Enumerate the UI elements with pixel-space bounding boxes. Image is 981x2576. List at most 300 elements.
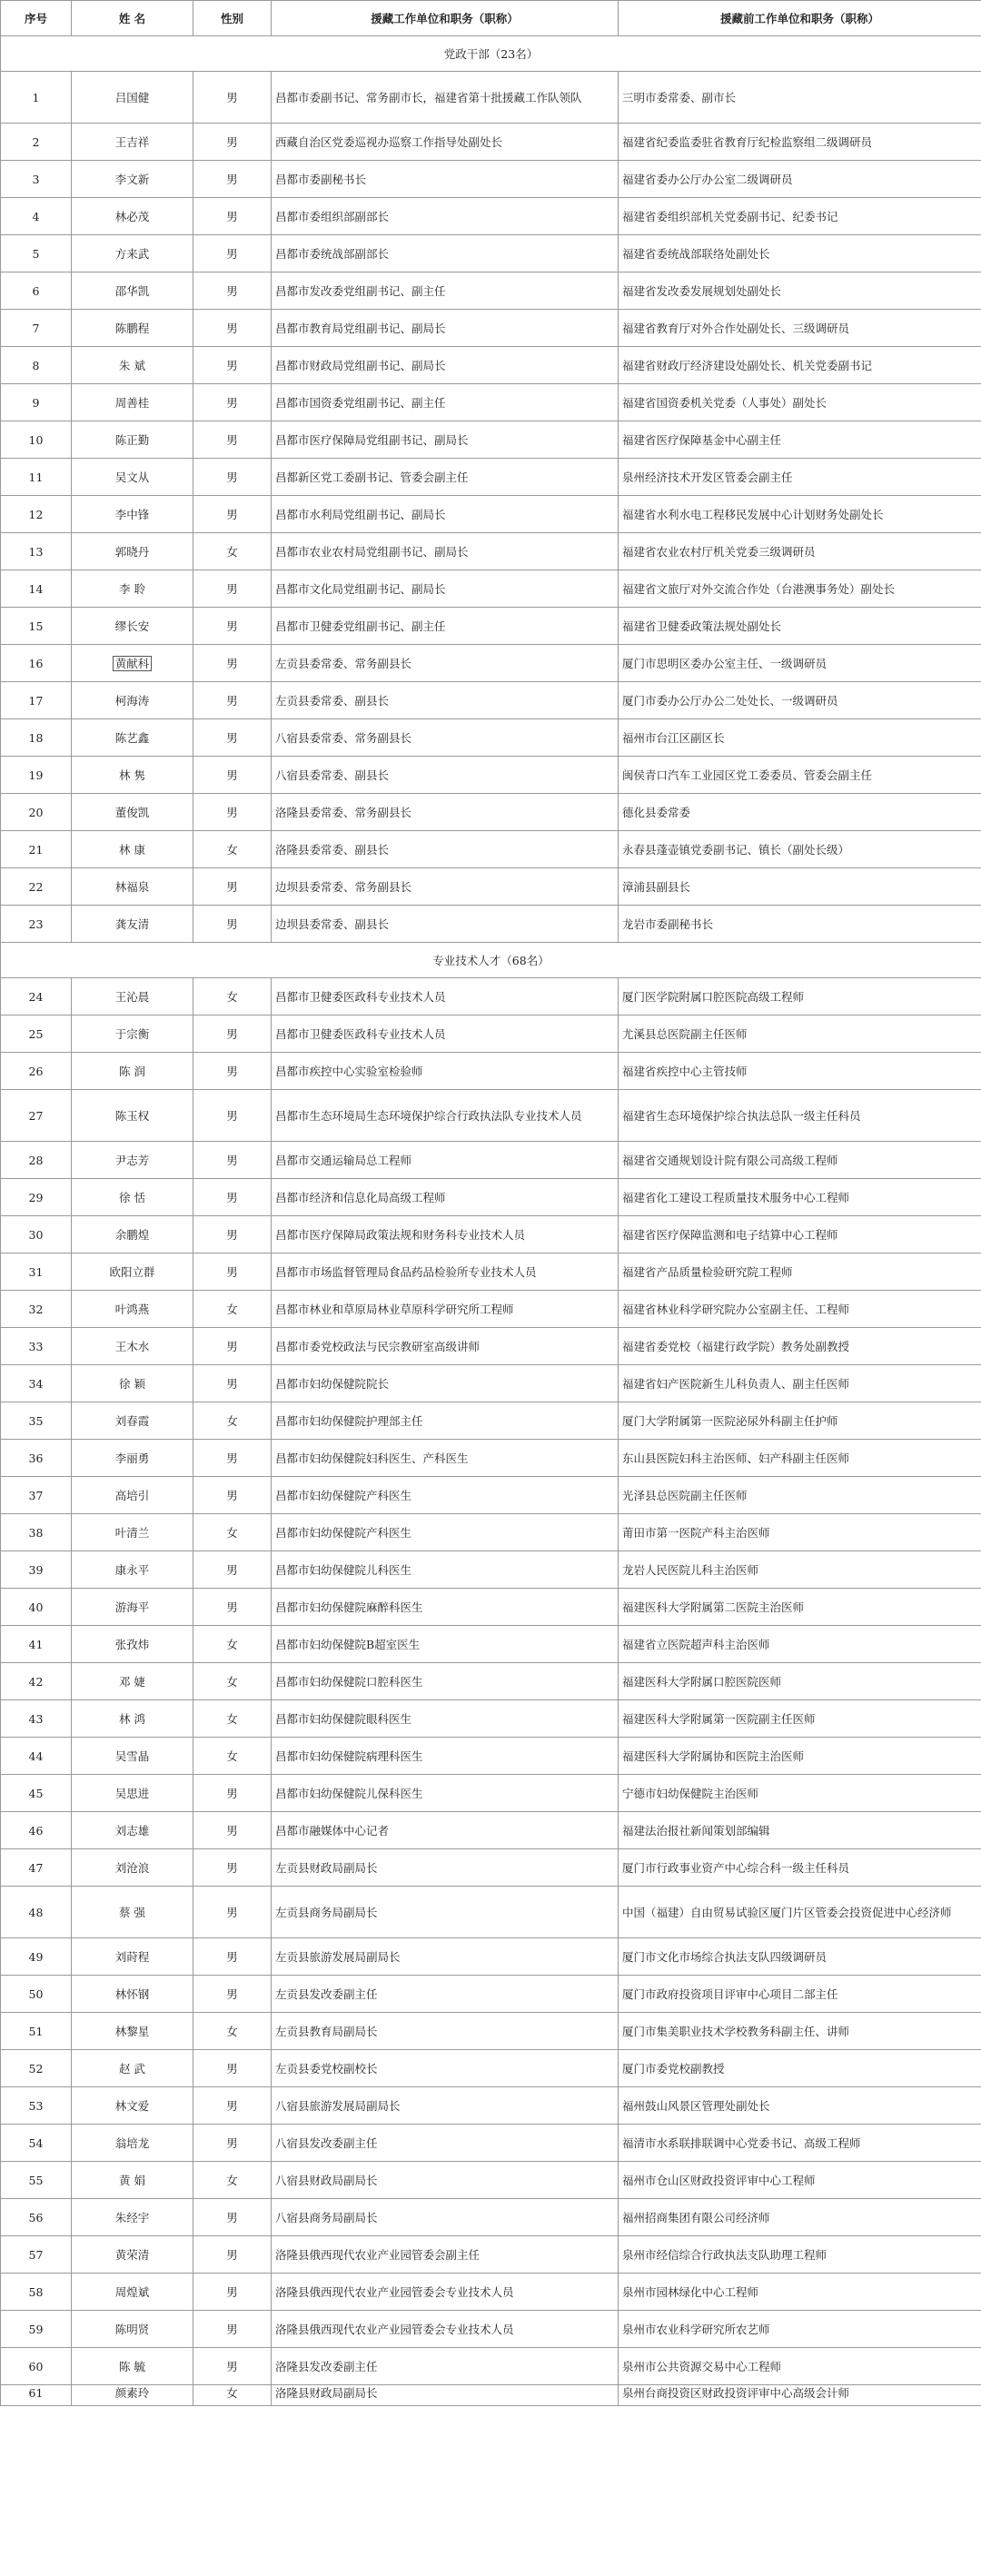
- cell-prev-post: 福建医科大学附属口腔医院医师: [619, 1663, 981, 1700]
- table-row: [1, 421, 981, 459]
- cell-aid-post: 昌都市妇幼保健院妇科医生、产科医生: [272, 1440, 619, 1477]
- cell-gender: 女: [193, 1663, 272, 1700]
- cell-prev-post: 福建省发改委发展规划处副处长: [619, 272, 981, 310]
- cell-gender: 女: [193, 1291, 272, 1328]
- cell-seq: 5: [1, 235, 72, 272]
- cell-prev-post: 厦门市政府投资项目评审中心项目二部主任: [619, 1976, 981, 2013]
- cell-gender: 女: [193, 1514, 272, 1551]
- cell-seq: 50: [1, 1976, 72, 2013]
- cell-aid-post: 八宿县财政局副局长: [272, 2162, 619, 2199]
- cell-name: 林 隽: [72, 757, 193, 794]
- cell-aid-post: 八宿县旅游发展局副局长: [272, 2087, 619, 2125]
- cell-gender: 男: [193, 1179, 272, 1216]
- cell-prev-post: 泉州市公共资源交易中心工程师: [619, 2348, 981, 2385]
- cell-name: 林文爱: [72, 2087, 193, 2125]
- cell-gender: 男: [193, 608, 272, 645]
- cell-gender: 男: [193, 1551, 272, 1589]
- cell-aid-post: 洛隆县发改委副主任: [272, 2348, 619, 2385]
- table-row: [1, 645, 981, 682]
- cell-prev-post: 福建医科大学附属第一医院副主任医师: [619, 1700, 981, 1738]
- cell-name: 李丽勇: [72, 1440, 193, 1477]
- table-row: [1, 1016, 981, 1053]
- cell-name: 高培引: [72, 1477, 193, 1514]
- cell-aid-post: 昌都市妇幼保健院麻醉科医生: [272, 1589, 619, 1626]
- table-row: [1, 868, 981, 906]
- cell-gender: 女: [193, 1402, 272, 1440]
- cell-gender: 男: [193, 235, 272, 272]
- table-row: [1, 794, 981, 831]
- cell-gender: 男: [193, 1812, 272, 1849]
- cell-aid-post: 昌都市生态环境局生态环境保护综合行政执法队专业技术人员: [272, 1090, 619, 1142]
- cell-gender: 男: [193, 310, 272, 347]
- cell-prev-post: 福建医科大学附属协和医院主治医师: [619, 1738, 981, 1775]
- cell-gender: 男: [193, 1328, 272, 1365]
- cell-aid-post: 昌都市卫健委医政科专业技术人员: [272, 978, 619, 1016]
- cell-aid-post: 洛隆县财政局副局长: [272, 2385, 619, 2406]
- cell-prev-post: 福建省委统战部联络处副处长: [619, 235, 981, 272]
- table-row: [1, 1142, 981, 1179]
- cell-prev-post: 福建省医疗保障监测和电子结算中心工程师: [619, 1216, 981, 1253]
- table-row: [1, 1291, 981, 1328]
- cell-aid-post: 昌都市妇幼保健院眼科医生: [272, 1700, 619, 1738]
- table-row: [1, 1514, 981, 1551]
- cell-aid-post: 昌都市国资委党组副书记、副主任: [272, 384, 619, 421]
- table-row: [1, 2274, 981, 2311]
- cell-aid-post: 昌都市妇幼保健院儿科医生: [272, 1551, 619, 1589]
- cell-gender: 男: [193, 198, 272, 235]
- table-row: [1, 2087, 981, 2125]
- cell-aid-post: 边坝县委常委、常务副县长: [272, 868, 619, 906]
- cell-gender: 男: [193, 2125, 272, 2162]
- cell-seq: 37: [1, 1477, 72, 1514]
- cell-prev-post: 厦门医学院附属口腔医院高级工程师: [619, 978, 981, 1016]
- cell-name: 翁培龙: [72, 2125, 193, 2162]
- cell-gender: 女: [193, 1700, 272, 1738]
- cell-aid-post: 八宿县委常委、副县长: [272, 757, 619, 794]
- table-row: [1, 161, 981, 198]
- cell-seq: 57: [1, 2236, 72, 2274]
- cell-gender: 女: [193, 2162, 272, 2199]
- table-row: [1, 1090, 981, 1142]
- table-row: [1, 608, 981, 645]
- cell-name: 林必茂: [72, 198, 193, 235]
- cell-seq: 23: [1, 906, 72, 943]
- cell-seq: 26: [1, 1053, 72, 1090]
- table-row: [1, 1626, 981, 1663]
- cell-seq: 34: [1, 1365, 72, 1402]
- cell-aid-post: 昌都市妇幼保健院病理科医生: [272, 1738, 619, 1775]
- cell-name: 颜素玲: [72, 2385, 193, 2406]
- cell-seq: 25: [1, 1016, 72, 1053]
- cell-seq: 47: [1, 1849, 72, 1887]
- cell-prev-post: 福建省委党校（福建行政学院）教务处副教授: [619, 1328, 981, 1365]
- cell-seq: 27: [1, 1090, 72, 1142]
- cell-seq: 14: [1, 570, 72, 608]
- cell-prev-post: 福建省生态环境保护综合执法总队一级主任科员: [619, 1090, 981, 1142]
- col-prev-post-header: 援藏前工作单位和职务（职称）: [619, 1, 981, 36]
- table-row: [1, 2311, 981, 2348]
- cell-aid-post: 昌都市委副秘书长: [272, 161, 619, 198]
- cell-aid-post: 左贡县委党校副校长: [272, 2050, 619, 2087]
- cell-aid-post: 昌都市文化局党组副书记、副局长: [272, 570, 619, 608]
- table-body: [1, 36, 981, 2406]
- cell-seq: 29: [1, 1179, 72, 1216]
- cell-seq: 8: [1, 347, 72, 384]
- cell-name: 陈明贤: [72, 2311, 193, 2348]
- cell-aid-post: 昌都市委副书记、常务副市长，福建省第十批援藏工作队领队: [272, 72, 619, 124]
- cell-aid-post: 昌都市卫健委党组副书记、副主任: [272, 608, 619, 645]
- cell-seq: 10: [1, 421, 72, 459]
- cell-name: 于宗衡: [72, 1016, 193, 1053]
- cell-name: 叶鸿燕: [72, 1291, 193, 1328]
- table-row: [1, 124, 981, 161]
- table-row: [1, 1589, 981, 1626]
- cell-seq: 45: [1, 1775, 72, 1812]
- header-row: [1, 1, 981, 36]
- cell-seq: 20: [1, 794, 72, 831]
- cell-seq: 33: [1, 1328, 72, 1365]
- cell-aid-post: 昌都市妇幼保健院儿保科医生: [272, 1775, 619, 1812]
- cell-gender: 男: [193, 384, 272, 421]
- cell-aid-post: 左贡县旅游发展局副局长: [272, 1938, 619, 1976]
- cell-name: 陈 润: [72, 1053, 193, 1090]
- cell-name: 陈 毓: [72, 2348, 193, 2385]
- cell-prev-post: 宁德市妇幼保健院主治医师: [619, 1775, 981, 1812]
- table-row: [1, 2125, 981, 2162]
- cell-name: 李中锋: [72, 496, 193, 533]
- cell-gender: 男: [193, 2348, 272, 2385]
- table-row: [1, 719, 981, 757]
- cell-gender: 男: [193, 1775, 272, 1812]
- cell-seq: 21: [1, 831, 72, 868]
- table-row: [1, 384, 981, 421]
- cell-aid-post: 昌都新区党工委副书记、管委会副主任: [272, 459, 619, 496]
- cell-seq: 44: [1, 1738, 72, 1775]
- cell-gender: 男: [193, 124, 272, 161]
- cell-gender: 男: [193, 1589, 272, 1626]
- cell-aid-post: 昌都市妇幼保健院产科医生: [272, 1514, 619, 1551]
- cell-seq: 61: [1, 2385, 72, 2406]
- cell-gender: 男: [193, 421, 272, 459]
- cell-name: 游海平: [72, 1589, 193, 1626]
- cell-name: 朱经宇: [72, 2199, 193, 2236]
- cell-seq: 28: [1, 1142, 72, 1179]
- cell-aid-post: 左贡县发改委副主任: [272, 1976, 619, 2013]
- table-row: [1, 272, 981, 310]
- cell-prev-post: 厦门市思明区委办公室主任、一级调研员: [619, 645, 981, 682]
- cell-aid-post: 左贡县教育局副局长: [272, 2013, 619, 2050]
- cell-seq: 1: [1, 72, 72, 124]
- cell-name: 柯海涛: [72, 682, 193, 719]
- cell-gender: 男: [193, 1849, 272, 1887]
- cell-prev-post: 厦门市文化市场综合执法支队四级调研员: [619, 1938, 981, 1976]
- cell-name: 吴文从: [72, 459, 193, 496]
- table-row: [1, 235, 981, 272]
- cell-seq: 38: [1, 1514, 72, 1551]
- cell-aid-post: 昌都市教育局党组副书记、副局长: [272, 310, 619, 347]
- cell-gender: 女: [193, 978, 272, 1016]
- cell-gender: 男: [193, 1887, 272, 1938]
- cell-seq: 41: [1, 1626, 72, 1663]
- cell-prev-post: 福建省文旅厅对外交流合作处（台港澳事务处）副处长: [619, 570, 981, 608]
- cell-gender: 男: [193, 1440, 272, 1477]
- cell-aid-post: 昌都市市场监督管理局食品药品检验所专业技术人员: [272, 1253, 619, 1291]
- cell-aid-post: 昌都市交通运输局总工程师: [272, 1142, 619, 1179]
- cell-seq: 49: [1, 1938, 72, 1976]
- section-title: 专业技术人才（68名）: [1, 943, 981, 978]
- table-row: [1, 1849, 981, 1887]
- cell-aid-post: 洛隆县委常委、常务副县长: [272, 794, 619, 831]
- cell-name: 陈艺鑫: [72, 719, 193, 757]
- col-seq-header: 序号: [1, 1, 72, 36]
- cell-aid-post: 昌都市委党校政法与民宗教研室高级讲师: [272, 1328, 619, 1365]
- cell-gender: 男: [193, 1477, 272, 1514]
- cell-aid-post: 洛隆县俄西现代农业产业园管委会副主任: [272, 2236, 619, 2274]
- cell-aid-post: 西藏自治区党委巡视办巡察工作指导处副处长: [272, 124, 619, 161]
- cell-name: 欧阳立群: [72, 1253, 193, 1291]
- cell-aid-post: 左贡县商务局副局长: [272, 1887, 619, 1938]
- cell-aid-post: 昌都市妇幼保健院口腔科医生: [272, 1663, 619, 1700]
- cell-name: 叶清兰: [72, 1514, 193, 1551]
- cell-seq: 59: [1, 2311, 72, 2348]
- table-row: [1, 459, 981, 496]
- table-row: [1, 310, 981, 347]
- cell-prev-post: 福建省卫健委政策法规处副处长: [619, 608, 981, 645]
- cell-gender: 男: [193, 906, 272, 943]
- cell-prev-post: 福建省医疗保障基金中心副主任: [619, 421, 981, 459]
- cell-aid-post: 昌都市委统战部副部长: [272, 235, 619, 272]
- cell-aid-post: 昌都市委组织部副部长: [272, 198, 619, 235]
- cell-prev-post: 福州市台江区副区长: [619, 719, 981, 757]
- cell-name: 吴思进: [72, 1775, 193, 1812]
- cell-name: 徐 颖: [72, 1365, 193, 1402]
- cell-prev-post: 三明市委常委、副市长: [619, 72, 981, 124]
- cell-prev-post: 福建法治报社新闻策划部编辑: [619, 1812, 981, 1849]
- cell-prev-post: 漳浦县副县长: [619, 868, 981, 906]
- cell-prev-post: 福建省交通规划设计院有限公司高级工程师: [619, 1142, 981, 1179]
- table-row: [1, 72, 981, 124]
- cell-name: 陈玉权: [72, 1090, 193, 1142]
- cell-gender: 男: [193, 1938, 272, 1976]
- cell-seq: 13: [1, 533, 72, 570]
- cell-gender: 男: [193, 1016, 272, 1053]
- table-row: [1, 757, 981, 794]
- cell-aid-post: 边坝县委常委、副县长: [272, 906, 619, 943]
- cell-gender: 男: [193, 2087, 272, 2125]
- table-row: [1, 1365, 981, 1402]
- section-header-row: [1, 943, 981, 978]
- table-row: [1, 2050, 981, 2087]
- cell-prev-post: 福建省水利水电工程移民发展中心计划财务处副处长: [619, 496, 981, 533]
- cell-name: 蔡 强: [72, 1887, 193, 1938]
- cell-prev-post: 厦门大学附属第一医院泌尿外科副主任护师: [619, 1402, 981, 1440]
- table-row: [1, 2348, 981, 2385]
- table-row: [1, 1477, 981, 1514]
- cell-prev-post: 福建省财政厅经济建设处副处长、机关党委副书记: [619, 347, 981, 384]
- cell-aid-post: 八宿县商务局副局长: [272, 2199, 619, 2236]
- cell-name: 王木水: [72, 1328, 193, 1365]
- cell-prev-post: 福建省林业科学研究院办公室副主任、工程师: [619, 1291, 981, 1328]
- table-row: [1, 831, 981, 868]
- cell-gender: 男: [193, 794, 272, 831]
- cell-gender: 男: [193, 868, 272, 906]
- table-row: [1, 1328, 981, 1365]
- cell-seq: 31: [1, 1253, 72, 1291]
- cell-aid-post: 昌都市农业农村局党组副书记、副局长: [272, 533, 619, 570]
- cell-aid-post: 左贡县财政局副局长: [272, 1849, 619, 1887]
- col-aid-post-header: 援藏工作单位和职务（职称）: [272, 1, 619, 36]
- cell-prev-post: 德化县委常委: [619, 794, 981, 831]
- cell-gender: 男: [193, 2050, 272, 2087]
- table-row: [1, 1812, 981, 1849]
- cell-name: 王吉祥: [72, 124, 193, 161]
- cell-aid-post: 昌都市发改委党组副书记、副主任: [272, 272, 619, 310]
- cell-prev-post: 龙岩人民医院儿科主治医师: [619, 1551, 981, 1589]
- cell-prev-post: 福建医科大学附属第二医院主治医师: [619, 1589, 981, 1626]
- cell-seq: 7: [1, 310, 72, 347]
- cell-seq: 40: [1, 1589, 72, 1626]
- cell-name: 黄 娟: [72, 2162, 193, 2199]
- cell-seq: 3: [1, 161, 72, 198]
- cell-aid-post: 洛隆县俄西现代农业产业园管委会专业技术人员: [272, 2311, 619, 2348]
- cell-seq: 36: [1, 1440, 72, 1477]
- cell-seq: 11: [1, 459, 72, 496]
- table-row: [1, 1216, 981, 1253]
- cell-gender: 男: [193, 2199, 272, 2236]
- table-row: [1, 1440, 981, 1477]
- cell-name: 刘莳程: [72, 1938, 193, 1976]
- cell-gender: 男: [193, 719, 272, 757]
- cell-gender: 男: [193, 2274, 272, 2311]
- table-row: [1, 1887, 981, 1938]
- cell-gender: 男: [193, 2311, 272, 2348]
- cell-name: [72, 645, 193, 682]
- cell-seq: 48: [1, 1887, 72, 1938]
- cell-gender: 女: [193, 2013, 272, 2050]
- table-row: [1, 1976, 981, 2013]
- cell-aid-post: 昌都市医疗保障局政策法规和财务科专业技术人员: [272, 1216, 619, 1253]
- cell-prev-post: 福建省教育厅对外合作处副处长、三级调研员: [619, 310, 981, 347]
- cell-gender: 男: [193, 1216, 272, 1253]
- cell-aid-post: 昌都市疾控中心实验室检验师: [272, 1053, 619, 1090]
- table-row: [1, 1551, 981, 1589]
- cell-seq: 52: [1, 2050, 72, 2087]
- cell-gender: 男: [193, 1365, 272, 1402]
- cell-prev-post: 泉州市园林绿化中心工程师: [619, 2274, 981, 2311]
- table-row: [1, 2013, 981, 2050]
- table-row: [1, 1053, 981, 1090]
- cell-prev-post: 厦门市委办公厅办公二处处长、一级调研员: [619, 682, 981, 719]
- cell-name: 徐 恬: [72, 1179, 193, 1216]
- table-row: [1, 1402, 981, 1440]
- cell-name: 刘沧浪: [72, 1849, 193, 1887]
- table-row: [1, 198, 981, 235]
- cell-name: 方来武: [72, 235, 193, 272]
- cell-prev-post: 福建省委办公厅办公室二级调研员: [619, 161, 981, 198]
- cell-seq: 42: [1, 1663, 72, 1700]
- cell-aid-post: 昌都市妇幼保健院产科医生: [272, 1477, 619, 1514]
- cell-name: 林怀钢: [72, 1976, 193, 2013]
- cell-gender: 男: [193, 1090, 272, 1142]
- table-row: [1, 347, 981, 384]
- cell-prev-post: 龙岩市委副秘书长: [619, 906, 981, 943]
- cell-name: 赵 武: [72, 2050, 193, 2087]
- cell-name: 周煌斌: [72, 2274, 193, 2311]
- table-row: [1, 2236, 981, 2274]
- cell-name: 李文新: [72, 161, 193, 198]
- cell-gender: 男: [193, 682, 272, 719]
- cell-name: 吴雪晶: [72, 1738, 193, 1775]
- highlighted-name: 黄献科: [113, 656, 153, 671]
- cell-prev-post: 福州招商集团有限公司经济师: [619, 2199, 981, 2236]
- table-row: [1, 1738, 981, 1775]
- cell-aid-post: 昌都市妇幼保健院B超室医生: [272, 1626, 619, 1663]
- cell-gender: 男: [193, 1976, 272, 2013]
- cell-name: 林 康: [72, 831, 193, 868]
- cell-aid-post: 八宿县委常委、常务副县长: [272, 719, 619, 757]
- cell-name: 吕国健: [72, 72, 193, 124]
- cell-name: 陈鹏程: [72, 310, 193, 347]
- table-row: [1, 570, 981, 608]
- cell-name: 缪长安: [72, 608, 193, 645]
- cell-prev-post: 厦门市委党校副教授: [619, 2050, 981, 2087]
- cell-aid-post: 昌都市林业和草原局林业草原科学研究所工程师: [272, 1291, 619, 1328]
- cell-prev-post: 福建省产品质量检验研究院工程师: [619, 1253, 981, 1291]
- cell-seq: 4: [1, 198, 72, 235]
- cell-gender: 男: [193, 1142, 272, 1179]
- cell-gender: 男: [193, 347, 272, 384]
- cell-aid-post: 昌都市融媒体中心记者: [272, 1812, 619, 1849]
- cell-aid-post: 昌都市水利局党组副书记、副局长: [272, 496, 619, 533]
- cell-seq: 55: [1, 2162, 72, 2199]
- cell-prev-post: 厦门市集美职业技术学校教务科副主任、讲师: [619, 2013, 981, 2050]
- cell-prev-post: 泉州经济技术开发区管委会副主任: [619, 459, 981, 496]
- cell-aid-post: 昌都市妇幼保健院院长: [272, 1365, 619, 1402]
- cell-gender: 男: [193, 161, 272, 198]
- cell-name: 朱 斌: [72, 347, 193, 384]
- cell-aid-post: 昌都市经济和信息化局高级工程师: [272, 1179, 619, 1216]
- cell-prev-post: 泉州市经信综合行政执法支队助理工程师: [619, 2236, 981, 2274]
- cell-aid-post: 昌都市医疗保障局党组副书记、副局长: [272, 421, 619, 459]
- cell-gender: 女: [193, 1738, 272, 1775]
- cell-seq: 17: [1, 682, 72, 719]
- cell-aid-post: 昌都市财政局党组副书记、副局长: [272, 347, 619, 384]
- cell-prev-post: 福建省纪委监委驻省教育厅纪检监察组二级调研员: [619, 124, 981, 161]
- cell-seq: 51: [1, 2013, 72, 2050]
- cell-prev-post: 东山县医院妇科主治医师、妇产科副主任医师: [619, 1440, 981, 1477]
- cell-name: 林福泉: [72, 868, 193, 906]
- cell-seq: 16: [1, 645, 72, 682]
- table-row: [1, 1179, 981, 1216]
- cell-prev-post: 泉州台商投资区财政投资评审中心高级会计师: [619, 2385, 981, 2406]
- cell-prev-post: 光泽县总医院副主任医师: [619, 1477, 981, 1514]
- cell-name: 刘志雄: [72, 1812, 193, 1849]
- cell-seq: 39: [1, 1551, 72, 1589]
- cell-seq: 46: [1, 1812, 72, 1849]
- cell-name: 林黎星: [72, 2013, 193, 2050]
- cell-name: 刘春霞: [72, 1402, 193, 1440]
- cell-name: 黄荣清: [72, 2236, 193, 2274]
- cell-prev-post: 福建省妇产医院新生儿科负责人、副主任医师: [619, 1365, 981, 1402]
- cell-prev-post: 福建省委组织部机关党委副书记、纪委书记: [619, 198, 981, 235]
- cell-name: 董俊凯: [72, 794, 193, 831]
- cell-prev-post: 中国（福建）自由贸易试验区厦门片区管委会投资促进中心经济师: [619, 1887, 981, 1938]
- section-title: 党政干部（23名）: [1, 36, 981, 72]
- cell-prev-post: 福建省立医院超声科主治医师: [619, 1626, 981, 1663]
- cell-seq: 19: [1, 757, 72, 794]
- cell-gender: 男: [193, 272, 272, 310]
- table-row: [1, 533, 981, 570]
